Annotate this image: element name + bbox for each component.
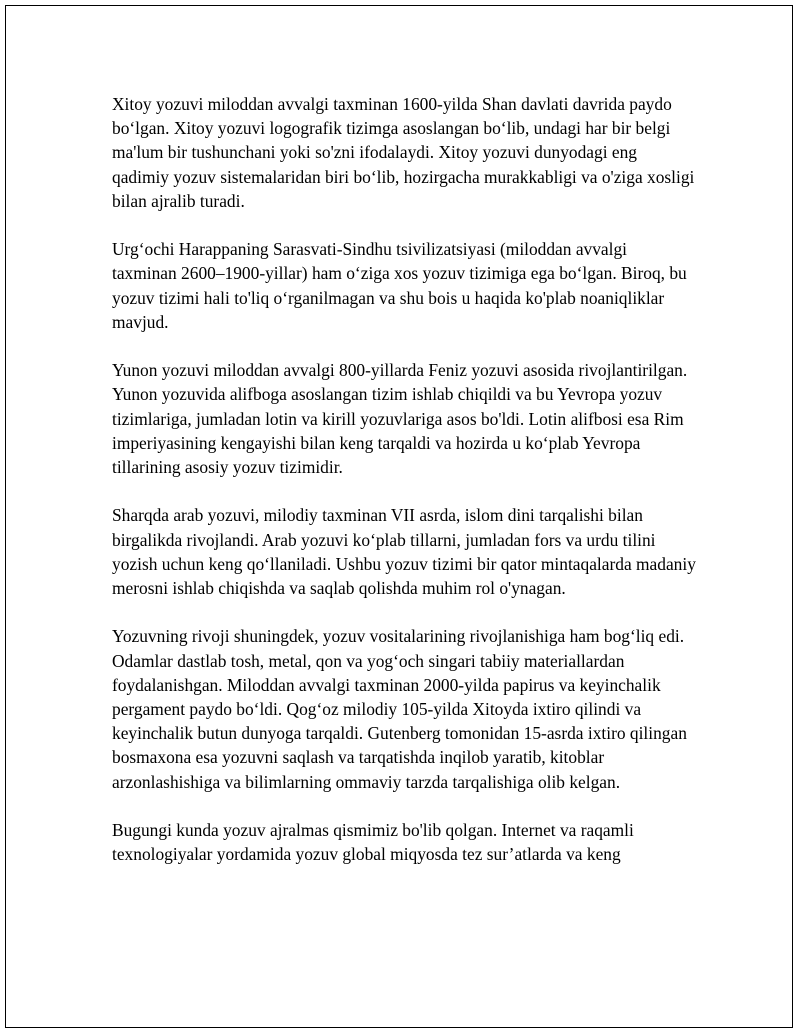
paragraph-greek-writing: Yunon yozuvi miloddan avvalgi 800-yillarda Feniz yozuvi asosida rivojlantirilgan. Yunon yozuvida alifboga asoslangan tizim ishlab chiqildi va bu Yevropa yozuv tizimlariga, jumladan lotin va kirill yozuvlariga asos bo'ldi. Lotin alifbosi esa Rim imperiyasining kengayishi bilan keng tarqaldi va hozirda u ko‘plab Yevropa tillarining asosiy yozuv tizimidir. xyxy=(112,360,688,478)
paragraph-harappan-writing: Urg‘ochi Harappaning Sarasvati-Sindhu tsivilizatsiyasi (miloddan avvalgi taxminan 2600–1900-yillar) ham o‘ziga xos yozuv tizimiga ega bo‘lgan. Biroq, bu yozuv tizimi hali to'liq o‘rganilmagan va shu bois u haqida ko'plab noaniqliklar mavjud. xyxy=(112,239,687,332)
paragraph-modern-writing: Bugungi kunda yozuv ajralmas qismimiz bo'lib qolgan. Internet va raqamli texnologiyalar yordamida yozuv global miqyosda tez sur’atlarda va keng xyxy=(112,820,634,865)
paragraph-writing-materials: Yozuvning rivoji shuningdek, yozuv vositalarining rivojlanishiga ham bog‘liq edi. Odamlar dastlab tosh, metal, qon va yog‘och singari tabiiy materiallardan foydalanishgan. Miloddan avvalgi taxminan 2000-yilda papirus va keyinchalik pergament paydo bo‘ldi. Qog‘oz milodiy 105-yilda Xitoyda ixtiro qilindi va keyinchalik butun dunyoga tarqaldi. Gutenberg tomonidan 15-asrda ixtiro qilingan bosmaxona esa yozuvni saqlash va tarqatishda inqilob yaratib, kitoblar arzonlashishiga va bilimlarning ommaviy tarzda tarqalishiga olib kelgan. xyxy=(112,626,687,792)
document-body xyxy=(112,92,696,891)
paragraph-arabic-writing: Sharqda arab yozuvi, milodiy taxminan VII asrda, islom dini tarqalishi bilan birgalikda rivojlandi. Arab yozuvi ko‘plab tillarni, jumladan fors va urdu tilini yozish uchun keng qo‘llaniladi. Ushbu yozuv tizimi bir qator mintaqalarda madaniy merosni ishlab chiqishda va saqlab qolishda muhim rol o'ynagan. xyxy=(112,505,696,599)
paragraph-chinese-writing: Xitoy yozuvi miloddan avvalgi taxminan 1600-yilda Shan davlati davrida paydo bo‘lgan. Xitoy yozuvi logografik tizimga asoslangan bo‘lib, undagi har bir belgi ma'lum bir tushunchani yoki so'zni ifodalaydi. Xitoy yozuvi dunyodagi eng qadimiy yozuv sistemalaridan biri bo‘lib, hozirgacha murakkabligi va o'ziga xosligi bilan ajralib turadi. xyxy=(112,94,695,211)
